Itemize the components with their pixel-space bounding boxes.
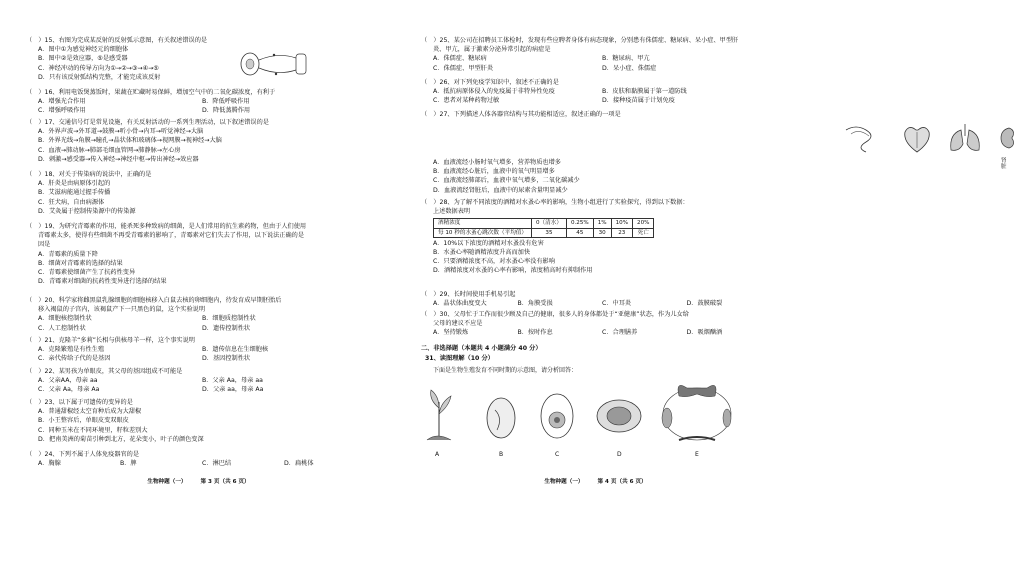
option-d: D．呆小症、侏儒症 [602,64,657,72]
option-d: D．遗传控制性状 [202,324,251,332]
option-b: B．降低呼吸作用 [202,98,250,106]
kidney-label: 肾脏 [1001,158,1007,171]
question-27-options [421,160,771,197]
option-a: A．侏儒症、糖尿病 [433,55,487,63]
question-stem: （ ）28、为了解不同浓度的酒精对水蚤心率的影响，生物小组进行了实验探究，得到以下数据： [421,199,689,206]
option-b: B．遗传信息在生细胞核 [202,346,269,354]
option-b: B．艾滋病能通过握手传播 [38,189,111,197]
option-b: B．角膜受损 [517,300,553,308]
question-stem: （ ）27、下列描述人体各器官结构与其功能相适应，叙述正确的一项是 [421,111,621,118]
option-d: D．接种疫苗属于计划免疫 [602,97,675,105]
question-stem: （ ）18、对关于传染病的说法中，正确的是 [26,171,152,178]
lungs-icon [951,124,980,150]
option-d: D．把南美洲的菊苗引种到北方，花朵变小，叶子的颜色变深 [38,435,204,443]
question-stem: （ ）26、对下列免疫学知识中，叙述不正确的是 [421,79,559,86]
option-b: B．图中②是效应器，⑤是感受器 [38,55,128,63]
question-stem-cont: 炎、甲亢，属于激素分泌异常引起的病症是 [433,46,551,54]
option-c: C．血液流经肺部后，血液中氧气增多，二氧化碳减少 [433,177,580,185]
figure-label-a: A [435,451,440,458]
option-d: D．酒精浓度对水蚤的心率有影响，浓度稍高时有抑制作用 [433,267,593,275]
question-21 [26,338,366,366]
heart-icon [905,127,930,152]
small-intestine-icon [846,127,871,152]
option-a: A．青霉素的质量下降 [38,250,98,258]
option-c: C．合理膳养 [602,329,638,337]
question-30 [421,312,771,340]
data-table [433,218,654,237]
option-a: A．胸腺 [38,460,61,468]
question-19 [26,224,366,288]
option-b: B．细菌对青霉素的选择的结果 [38,259,123,267]
table-cell: 30 [593,228,611,237]
option-c: C．增强呼吸作用 [38,107,86,115]
table-cell: 23 [611,228,632,237]
figure-label-e: E [695,451,699,458]
table-row [434,228,654,237]
option-a: A．细胞核控制性状 [38,315,92,323]
question-22 [26,369,366,397]
table-cell: 35 [532,228,567,237]
question-17 [26,120,366,166]
option-d: D．刺激→感受器→传入神经→神经中枢→传出神经→效应器 [38,155,199,163]
option-a: A．增强光合作用 [38,98,86,106]
question-stem-cont: 上述数据表明 [433,208,471,216]
question-26 [421,80,771,108]
question-23 [26,400,366,446]
table-cell: 20% [633,219,654,228]
question-18 [26,172,366,218]
question-stem: （ ）30、父母忙于工作而很少顾及自己的健康，很多人的身体都处于“亚健康”状态，作为儿女给 [421,311,689,318]
option-c: C．患者对某种药物过敏 [433,97,500,105]
option-c: C．侏儒症、甲型肝炎 [433,64,494,72]
option-a: A．父亲AA，母亲 aa [38,377,98,385]
option-c: C．同种玉米在不同环境里，籽粒差别大 [38,426,148,434]
option-a: A．克隆繁殖是有性生殖 [38,346,105,354]
butterfly-life-cycle-icon [662,385,731,440]
question-stem: （ ）20、科学家将雌黑鼠乳腺细胞的细胞核移入白鼠去核的卵细胞内，待发育成早期胚胎后 [26,297,282,304]
option-a: A．血液流经小肠时氧气增多，营养物质也增多 [433,159,561,166]
question-stem: （ ）25、某公司在招聘员工体检时，发现有些应聘者身体有病态现象，分别患有侏儒症、糖尿病、呆小症、甲型肝 [421,37,739,44]
question-stem: （ ）24、下列不属于人体免疫器官的是 [26,451,140,458]
page-3 [0,0,397,562]
question-20 [26,298,366,335]
question-stem: （ ）19、为研究青霉素的作用，能杀死多种致病的细菌，是人们常用的抗生素药物，但由于人们使用 [26,223,307,230]
option-a: A．晶状体曲度变大 [433,300,487,308]
option-c: C．血液→肺动脉→肺部毛细血管网→肺静脉→左心房 [38,146,181,154]
table-cell: 0.25% [566,219,593,228]
question-stem: （ ）21、克隆羊“多莉”长相与供核母羊一样，这个事实说明 [26,337,195,344]
option-c: C．狂犬病，自由病源体 [38,198,105,206]
table-cell: 死亡 [633,228,654,237]
option-d: D．扁桃体 [284,460,314,468]
option-d: D．父亲 aa，母亲 Aa [202,386,264,394]
question-31-title: 31、读图理解（10 分） [425,355,494,362]
option-c: C．父亲 Aa，母亲 Aa [38,386,100,394]
option-a: A．10%以下浓度的酒精对水蚤没有危害 [433,239,544,247]
table-cell: 酒精浓度 [434,219,532,228]
option-d: D．艾灸属于控制传染源中的传染源 [38,207,136,215]
option-b: B．外界光线→角膜→瞳孔→晶状体和玻璃体→视网膜→视神经→大脑 [38,137,222,145]
organ-diagrams [841,122,1031,158]
option-a: A．抵抗病原体侵入的免疫属于非特异性免疫 [433,88,555,96]
question-24 [26,452,366,470]
question-29 [421,292,771,310]
option-d: D．鼓膜破裂 [686,300,723,308]
option-d: D．青霉素对细菌的抗药性变异进行选择的结果 [38,278,167,286]
question-stem: （ ）29、长时间使用手机易引起 [421,291,516,298]
table-row [434,219,654,228]
option-a: A．普通甜椒经太空育种后成为大甜椒 [38,408,142,416]
question-stem: （ ）15、右图为完成某反射的反射弧示意图，有关叙述错误的是 [26,37,208,44]
bird-egg-icon [541,394,573,438]
embryo-egg-icon [597,400,641,432]
option-c: C．淋巴结 [202,460,232,468]
question-stem: （ ）16、利用电饭煲蒸饭时，果蔬在贮藏时易保鲜，增加空气中的二氧化碳浓度，有利于 [26,89,276,96]
option-b: B．脾 [120,460,137,468]
question-27 [421,112,771,121]
option-c: C．神经冲动的传导方向为①→②→③→④→⑤ [38,64,159,72]
option-b: B．糖尿病、甲亢 [602,55,650,63]
option-a: A．肝炎是由病原体引起的 [38,180,111,188]
question-stem-cont: 因是 [38,241,51,249]
question-stem: （ ）17、交通信号灯是常见设施，有关反射活动的一系列生理活动，以下叙述错误的是 [26,119,269,126]
option-c: C．亲代传给子代的是基因 [38,355,111,363]
option-d: D．吸烟酗酒 [686,329,723,337]
option-d: D．血液流经肾脏后，血液中的尿素含量明显减少 [433,186,568,194]
bean-seed-icon [487,398,515,438]
page-footer: 生物种题（一） 第 4 页（共 6 页） [544,479,647,485]
seedling-icon [427,390,451,440]
table-cell: 1% [593,219,611,228]
kidney-icon [1001,128,1014,148]
table-cell: 0（清水） [532,219,567,228]
option-c: C．只要酒精浓度不高，对水蚤心率没有影响 [433,258,555,266]
question-stem: （ ）23、以下属于可遗传的变异的是 [26,399,133,406]
option-c: C．中耳炎 [602,300,632,308]
figure-label-d: D [617,451,622,458]
option-b: B．血液流经心脏后，血液中的氧气明显增多 [433,168,555,176]
figure-label-b: B [499,451,504,458]
option-b: B．按时作息 [517,329,553,337]
option-a: A．图中①为感觉神经元的细胞体 [38,46,129,54]
option-b: B．水蚤心率随酒精浓度升高而加快 [433,248,531,256]
table-cell: 45 [566,228,593,237]
page-4 [397,0,1007,562]
option-b: B．细胞质控制性状 [202,315,256,323]
option-d: D．基因控制性状 [202,355,251,363]
option-a: A．外界声波→外耳道→鼓膜→听小骨→内耳→听觉神经→大脑 [38,128,204,136]
question-28 [421,200,771,278]
option-d: D．只有该反射弧结构完整，才能完成该反射 [38,73,161,81]
option-d: D．降低蒸腾作用 [202,107,251,115]
question-stem: （ ）22、某男孩为单眼皮，其父母的基因组成不可能是 [26,368,183,375]
figure-label-c: C [555,451,560,458]
page-footer: 生物种题（一） 第 3 页（共 6 页） [147,479,250,485]
option-c: C．人工控制性状 [38,324,86,332]
table-cell: 每 10 秒的水蚤心跳次数（平均值） [434,228,532,237]
section-heading: 二、非选择题（本题共 4 小题满分 40 分） [421,345,542,352]
option-b: B．父亲 Aa，母亲 aa [202,377,263,385]
question-31-intro: 下面是生物生殖发育不同时期的示意图，请分析回答： [433,367,578,374]
question-stem-cont: 青霉素太多，使得有些细菌不再受青霉素的影响了，青霉素对它们失去了作用，以下说法正确的是 [38,232,305,240]
option-b: B．皮肤和黏膜属于第一道防线 [602,88,687,96]
question-16 [26,90,366,118]
table-cell: 10% [611,219,632,228]
life-cycle-figures [417,380,737,450]
reflex-arc-diagram [238,48,318,84]
question-stem-cont: 父母的建议不应是 [433,320,483,328]
option-c: C．青霉素使细菌产生了抗药性变异 [38,269,136,277]
option-b: B．小王整容后，单眼皮变双眼皮 [38,417,129,425]
question-25 [421,38,771,75]
question-stem-cont: 移入褐鼠的子宫内，该褐鼠产下一只黑色的鼠，这个实验说明 [38,306,206,314]
option-a: A．坚持锻炼 [433,329,469,337]
